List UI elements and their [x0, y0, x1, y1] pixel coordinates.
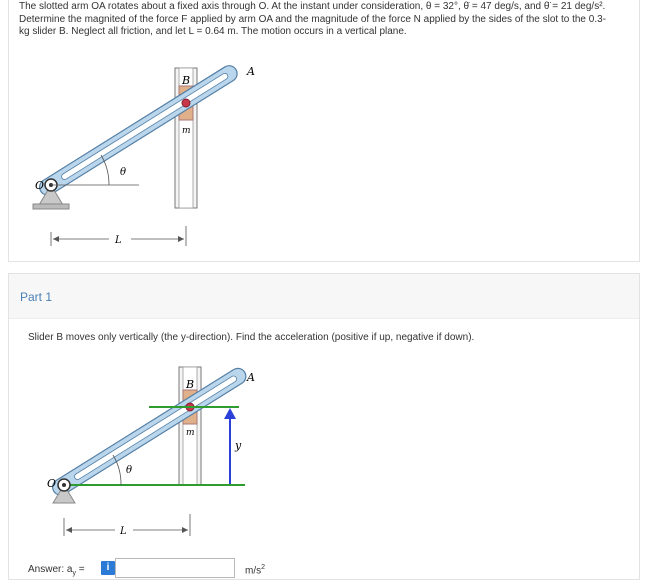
- part-question: Slider B moves only vertically (the y-direction). Find the acceleration (positive if up, negative if down).: [28, 332, 475, 343]
- slotted-arm-oa: [37, 63, 241, 198]
- label-m-2: m: [186, 428, 195, 438]
- label-theta: θ: [120, 167, 127, 178]
- problem-line-3: kg slider B. Neglect all friction, and let L = 0.64 m. The motion occurs in a vertical plane.: [19, 26, 407, 37]
- label-y: y: [235, 439, 242, 452]
- info-icon[interactable]: i: [101, 561, 115, 575]
- problem-line-2: Determine the magnited of the force F applied by arm OA and the magnitude of the force N applied by the sides of the slot to the 0.3-: [19, 13, 607, 25]
- problem-figure: [9, 0, 641, 262]
- unit-label: $m/s^2$: [245, 564, 266, 577]
- label-b: B: [182, 74, 191, 87]
- label-l: L: [115, 235, 122, 246]
- answer-label: Answer: $a_y$ =: [28, 564, 85, 577]
- label-o-2: O: [47, 477, 57, 490]
- part-1-card: [8, 273, 640, 580]
- label-o: O: [35, 179, 45, 192]
- slotted-arm-oa-2: [50, 365, 249, 498]
- problem-statement-card: [8, 0, 640, 262]
- part-figure: [9, 274, 641, 581]
- label-m: m: [182, 126, 191, 136]
- label-a-2: A: [247, 371, 255, 384]
- problem-text: The slotted arm OA rotates about a fixed axis through O. At the instant under consideration, θ = 32°, θ̇ = 47 deg/s, and θ̈ = 21 deg/s². Determine the magnited of the force F applied by arm OA and the magnitude of the force N applied by the sides of the slot to the 0.3- kg slider B. Neglect all friction, and let L = 0.64 m. The motion occurs in a vertical plane.: [19, 1, 631, 39]
- label-l-2: L: [120, 526, 127, 537]
- answer-input[interactable]: [115, 558, 235, 578]
- label-b-2: B: [186, 378, 195, 391]
- part-title: Part 1: [20, 290, 53, 304]
- label-theta-2: θ: [126, 465, 133, 476]
- slider-pin: [182, 99, 190, 107]
- problem-line-1: The slotted arm OA rotates about a fixed axis through O. At the instant under consideration, θ = 32°, θ̇ = 47 deg/s, and θ̈ = 21 deg/s²: [19, 1, 603, 12]
- label-a: A: [247, 65, 255, 78]
